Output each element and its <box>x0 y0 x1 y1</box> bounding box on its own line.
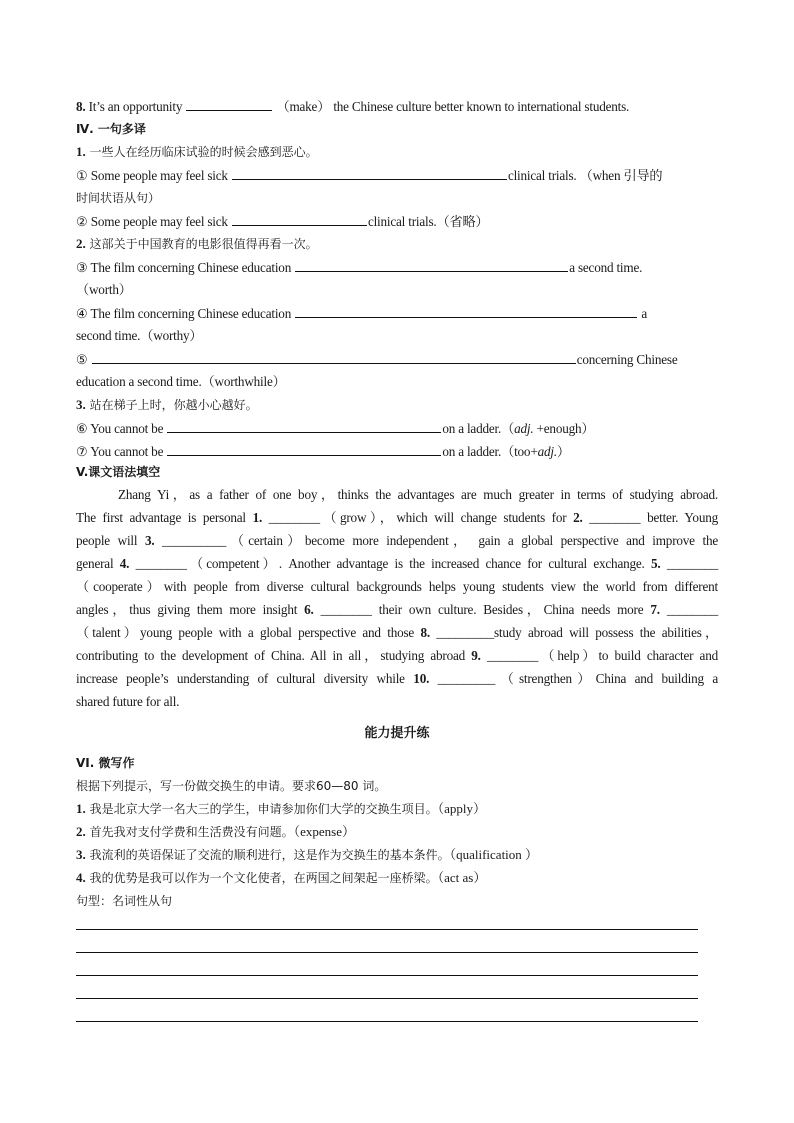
passage-text: _________（strengthen）China and building a <box>429 671 718 686</box>
prompt-4 <box>76 868 718 888</box>
circled-number: ⑥ <box>76 421 88 436</box>
sentence-start: Some people may feel sick <box>90 214 228 229</box>
writing-line[interactable] <box>76 952 698 953</box>
sentence-end: clinical trials.（省略） <box>367 214 489 229</box>
answer-blank[interactable] <box>232 165 507 180</box>
version-7 <box>76 441 718 462</box>
sentence-end: a <box>641 306 647 321</box>
prompt-2 <box>76 822 718 842</box>
question-text: It’s an opportunity <box>88 99 183 114</box>
passage-text: ________ <box>659 602 718 617</box>
chinese-sentence: 这部关于中国教育的电影很值得再看一次。 <box>89 237 318 251</box>
hint: （act as） <box>437 870 487 885</box>
section-v-title: V.课文语法填空 <box>76 465 161 479</box>
section-iv-title: Ⅳ. 一句多译 <box>76 122 146 136</box>
item-number: 3. <box>76 397 86 412</box>
passage-text: shared future for all. <box>76 694 180 709</box>
translation-3 <box>76 395 718 415</box>
passage-text: Zhang Yi，as a father of one boy，thinks the advantages are much greater in terms of studying abroad. <box>118 487 718 502</box>
circled-number: ④ <box>76 306 88 321</box>
writing-line[interactable] <box>76 998 698 999</box>
passage-text: ________（help）to build character and <box>480 648 718 663</box>
answer-blank[interactable] <box>167 441 441 456</box>
sentence-end: clinical trials. （when 引导的 <box>507 168 663 183</box>
translation-2 <box>76 234 718 254</box>
passage-text: _________study abroad will possess the abilities， <box>430 625 718 640</box>
circled-number: ③ <box>76 260 88 275</box>
blank-number: 5. <box>651 556 661 571</box>
section-heading: 能力提升练 <box>364 726 430 741</box>
version-5-cont: education a second time.（worthwhile） <box>76 374 286 389</box>
passage-text: ________（grow），which will change students for <box>262 510 574 525</box>
sentence-end: concerning Chinese <box>576 352 678 367</box>
blank-number: 3. <box>145 533 155 548</box>
blank-number: 2. <box>573 510 583 525</box>
chinese-sentence: 一些人在经历临床试验的时候会感到恶心。 <box>89 145 318 159</box>
prompt-text: 我流利的英语保证了交流的顺利进行，这是作为交换生的基本条件。 <box>89 848 450 862</box>
passage-text: people will <box>76 533 146 548</box>
question-text: the Chinese culture better known to international students. <box>333 99 630 114</box>
version-3 <box>76 257 718 278</box>
writing-instructions: 根据下列提示，写一份做交换生的申请。要求60—80 词。 <box>76 779 387 793</box>
hint: （apply） <box>437 801 486 816</box>
blank-number: 10. <box>413 671 430 686</box>
hint: （make） <box>276 99 331 114</box>
blank-number: 1. <box>252 510 263 525</box>
passage-line <box>76 554 718 574</box>
hint: +enough） <box>533 421 595 436</box>
passage-line <box>76 669 718 689</box>
blank-number: 6. <box>304 602 314 617</box>
answer-blank[interactable] <box>295 303 637 318</box>
passage-text: （talent）young people with a global perspective and those <box>76 625 421 640</box>
sentence-end: on a ladder.（ <box>442 421 515 436</box>
hint: （qualification ） <box>449 847 539 862</box>
version-1 <box>76 165 718 186</box>
sentence-pattern: 句型：名词性从句 <box>76 894 173 908</box>
passage-text: ________ their own culture. Besides，China needs more <box>313 602 651 617</box>
sentence-start: You cannot be <box>90 444 164 459</box>
circled-number: ⑦ <box>76 444 88 459</box>
question-8 <box>76 96 718 117</box>
passage-line <box>76 600 718 620</box>
passage-line <box>76 531 718 551</box>
blank-number: 9. <box>471 648 481 663</box>
sentence-end: on a ladder.（too+ <box>442 444 538 459</box>
sentence-end: a second time. <box>569 260 643 275</box>
writing-line[interactable] <box>76 975 698 976</box>
prompt-1 <box>76 799 718 819</box>
chinese-sentence: 站在梯子上时，你越小心越好。 <box>89 398 258 412</box>
passage-text: angles，thus giving them more insight <box>76 602 305 617</box>
sentence-start: You cannot be <box>90 421 164 436</box>
passage-text: ________ better. Young <box>582 510 719 525</box>
prompt-text: 我的优势是我可以作为一个文化使者，在两国之间架起一座桥梁。 <box>89 871 438 885</box>
passage-line <box>76 692 718 712</box>
passage-line <box>76 508 718 528</box>
hint: adj. <box>514 421 534 436</box>
version-1-cont: 时间状语从句） <box>76 191 161 205</box>
circled-number: ⑤ <box>76 352 88 367</box>
writing-line[interactable] <box>76 929 698 930</box>
sentence-start: The film concerning Chinese education <box>90 306 292 321</box>
passage-text: __________（certain）become more independent， gain a global perspective and improve the <box>154 533 718 548</box>
version-6 <box>76 418 718 439</box>
item-number: 3. <box>76 847 86 862</box>
passage-line <box>76 485 718 505</box>
passage-text: ________（competent）. Another advantage is the increased chance for cultural exchange. <box>129 556 651 571</box>
passage-line <box>76 646 718 666</box>
answer-blank[interactable] <box>295 257 568 272</box>
answer-blank[interactable] <box>92 349 576 364</box>
passage-text: The first advantage is personal <box>76 510 253 525</box>
hint: adj. <box>537 444 557 459</box>
prompt-3 <box>76 845 718 865</box>
passage-text: contributing to the development of China. All in all，studying abroad <box>76 648 472 663</box>
translation-1 <box>76 142 718 162</box>
passage-line <box>76 623 718 643</box>
blank-number: 7. <box>650 602 660 617</box>
item-number: 4. <box>76 870 86 885</box>
prompt-text: 首先我对支付学费和生活费没有问题。 <box>89 825 294 839</box>
answer-blank[interactable] <box>167 418 441 433</box>
answer-blank[interactable] <box>232 211 367 226</box>
sentence-start: The film concerning Chinese education <box>90 260 292 275</box>
answer-blank[interactable] <box>186 96 272 111</box>
item-number: 1. <box>76 801 86 816</box>
passage-text: general <box>76 556 120 571</box>
circled-number: ② <box>76 214 88 229</box>
writing-line[interactable] <box>76 1021 698 1022</box>
item-number: 2. <box>76 236 86 251</box>
hint: （expense） <box>293 824 355 839</box>
prompt-text: 我是北京大学一名大三的学生，申请参加你们大学的交换生项目。 <box>89 802 438 816</box>
item-number: 2. <box>76 824 86 839</box>
blank-number: 8. <box>420 625 431 640</box>
version-2 <box>76 211 718 232</box>
blank-number: 4. <box>119 556 130 571</box>
passage-line <box>76 577 718 597</box>
item-number: 1. <box>76 144 86 159</box>
sentence-start: Some people may feel sick <box>90 168 228 183</box>
passage-text: （cooperate）with people from diverse cultural backgrounds helps young students view the world from different <box>76 579 718 594</box>
version-4 <box>76 303 718 324</box>
version-5 <box>76 349 718 370</box>
version-4-cont: second time.（worthy） <box>76 328 203 343</box>
version-3-cont: （worth） <box>76 282 132 297</box>
section-vi-title: VI. 微写作 <box>76 756 135 770</box>
passage-text: increase people’s understanding of cultural diversity while <box>76 671 414 686</box>
hint: ） <box>556 444 570 459</box>
circled-number: ① <box>76 168 88 183</box>
question-number: 8. <box>76 99 86 114</box>
passage-text: ________ <box>660 556 719 571</box>
